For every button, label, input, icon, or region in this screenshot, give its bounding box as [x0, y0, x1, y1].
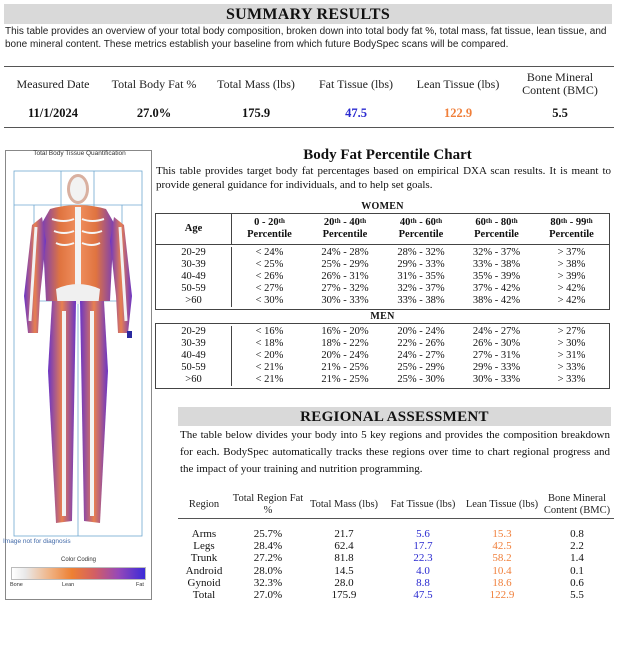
- bodyfat-chart-title: Body Fat Percentile Chart: [303, 147, 472, 163]
- summary-value: 47.5: [345, 106, 367, 120]
- table-row: >60 < 21% 21% - 25% 25% - 30% 30% - 33% > 33%: [156, 374, 609, 386]
- summary-value: 175.9: [241, 106, 271, 120]
- fat-tissue-header: Fat Tissue (lbs): [390, 498, 456, 510]
- table-row: Total 27.0% 175.9 47.5 122.9 5.5: [192, 588, 584, 601]
- summary-value: 122.9: [443, 106, 473, 120]
- percentile-header: 60th - 80th Percentile: [474, 217, 519, 240]
- women-table: [155, 213, 610, 310]
- percentile-header: 80th - 99th Percentile: [549, 217, 594, 240]
- regional-rows: [178, 519, 614, 601]
- table-row: 50-59 < 27% 27% - 32% 32% - 37% 37% - 42% > 42%: [156, 283, 609, 295]
- summary-col-bodyfat: [104, 67, 204, 121]
- summary-header: Fat Tissue (lbs): [318, 76, 394, 91]
- women-label: WOMEN: [361, 201, 404, 212]
- regional-header-row: [178, 491, 614, 519]
- men-table: [155, 323, 610, 389]
- region-header: Region: [188, 498, 220, 510]
- color-legend-bar: [11, 567, 146, 580]
- summary-header: Measured Date: [16, 76, 90, 91]
- bodyfat-chart-description: This table provides target body fat percentages based on empirical DXA scan results. It is meant to provide general guidance for individuals, and to help set goals.: [156, 165, 611, 191]
- legend-label-bone: Bone: [10, 582, 23, 588]
- table-row: 20-29 < 16% 16% - 20% 20% - 24% 24% - 27% > 27%: [156, 326, 609, 338]
- summary-value: 27.0%: [136, 106, 172, 120]
- table-row: 30-39 < 25% 25% - 29% 29% - 33% 33% - 38% > 38%: [156, 259, 609, 271]
- table-row: 40-49 < 20% 20% - 24% 24% - 27% 27% - 31% > 31%: [156, 350, 609, 362]
- summary-col-bmc: [514, 67, 606, 121]
- percentile-header: 0 - 20th Percentile: [247, 217, 292, 240]
- table-row: >60 < 30% 30% - 33% 33% - 38% 38% - 42% > 42%: [156, 295, 609, 307]
- scan-caption: Total Body Tissue Quantification: [33, 150, 126, 157]
- men-label: MEN: [370, 311, 395, 322]
- regional-title: REGIONAL ASSESSMENT: [178, 407, 611, 426]
- summary-table: [4, 66, 614, 128]
- total-mass-header: Total Mass (lbs): [309, 498, 379, 510]
- regional-description: The table below divides your body into 5 key regions and provides the composition breakdown for each. BodySpec automatically tracks these regions over time to chart regional progress and the impact of your training and nutrition programming.: [180, 429, 610, 475]
- summary-col-mass: [210, 67, 302, 121]
- summary-col-date: [4, 67, 102, 121]
- men-rows: [156, 324, 609, 388]
- table-row: 30-39 < 18% 18% - 22% 22% - 26% 26% - 30% > 30%: [156, 338, 609, 350]
- summary-col-lean: [408, 67, 508, 121]
- table-row: Arms 25.7% 21.7 5.6 15.3 0.8: [191, 528, 584, 540]
- percentile-header-row: [156, 214, 609, 245]
- summary-col-fat: [310, 67, 402, 121]
- body-scan-panel: [5, 150, 152, 600]
- age-header: Age: [156, 214, 232, 244]
- summary-header: Total Body Fat %: [111, 76, 197, 91]
- table-row: Gynoid 32.3% 28.0 8.8 18.6 0.6: [187, 576, 584, 589]
- table-row: Legs 28.4% 62.4 17.7 42.5 2.2: [193, 540, 584, 553]
- summary-description: This table provides an overview of your total body composition, broken down into total body fat %, total mass, fat tissue, lean tissue, and bone mineral content. These metrics establish your baseline from which future BodySpec scans will be compared.: [5, 26, 607, 50]
- legend-label-fat: Fat: [136, 582, 144, 588]
- table-row: 50-59 < 21% 21% - 25% 25% - 29% 29% - 33% > 33%: [156, 362, 609, 374]
- diagnosis-note: Image not for diagnosis: [3, 538, 71, 545]
- table-row: 20-29 < 24% 24% - 28% 28% - 32% 32% - 37% > 37%: [156, 247, 609, 259]
- percentile-header: 20th - 40th Percentile: [322, 217, 368, 240]
- summary-header: Bone Mineral Content (BMC): [522, 70, 598, 97]
- table-row: 40-49 < 26% 26% - 31% 31% - 35% 35% - 39% > 39%: [156, 271, 609, 283]
- legend-label-lean: Lean: [62, 582, 75, 588]
- regional-table: [178, 491, 614, 601]
- table-row: Android 28.0% 14.5 4.0 10.4 0.1: [185, 564, 584, 577]
- legend-title: Color Coding: [60, 557, 97, 563]
- table-row: Trunk 27.2% 81.8 22.3 58.2 1.4: [190, 552, 584, 565]
- summary-title: SUMMARY RESULTS: [4, 4, 612, 24]
- women-rows: [156, 245, 609, 309]
- fat-pct-header: Total Region Fat %: [232, 492, 304, 516]
- body-scan-image: [6, 161, 151, 541]
- summary-header: Lean Tissue (lbs): [416, 76, 500, 91]
- summary-value: 11/1/2024: [27, 106, 78, 120]
- bmc-header: Bone Mineral Content (BMC): [543, 492, 611, 516]
- summary-value: 5.5: [552, 106, 568, 120]
- summary-header: Total Mass (lbs): [217, 76, 295, 91]
- percentile-header: 40th - 60th Percentile: [398, 217, 444, 240]
- bodyfat-percentile-table: [155, 200, 610, 389]
- lean-tissue-header: Lean Tissue (lbs): [465, 498, 539, 510]
